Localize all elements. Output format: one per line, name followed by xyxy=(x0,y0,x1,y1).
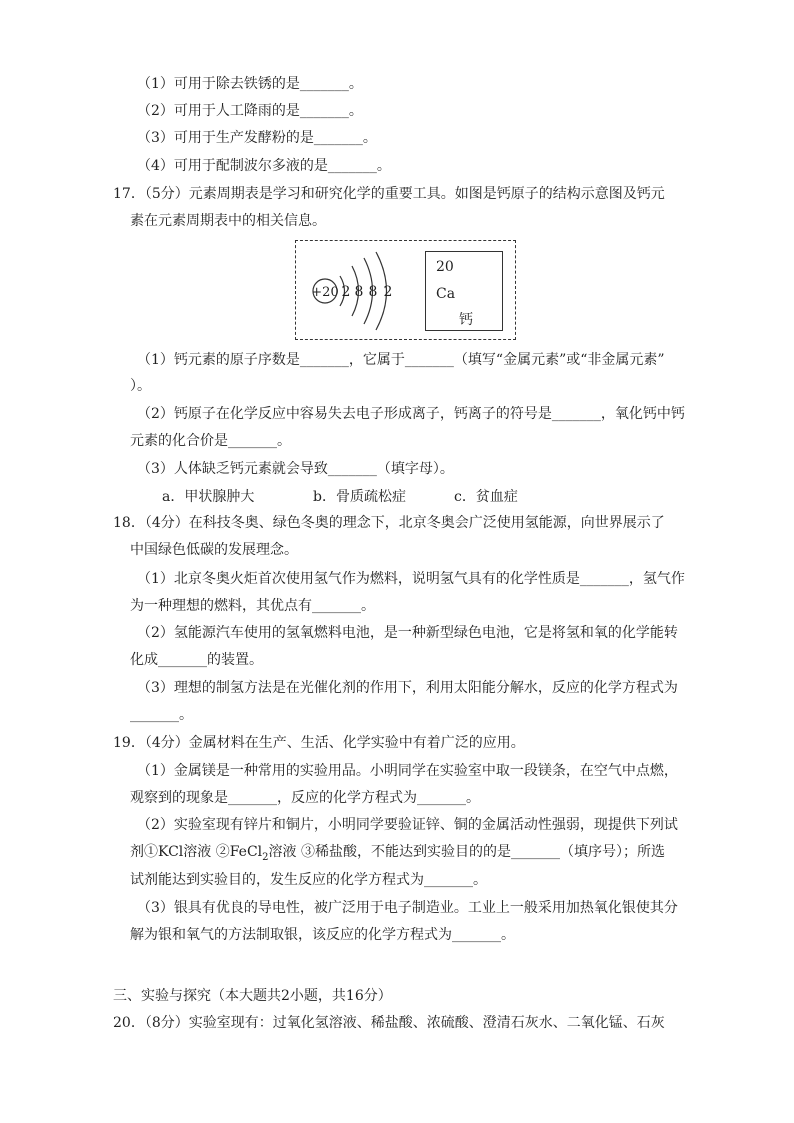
q19-part1: （1）金属镁是一种常用的实验用品。小明同学在实验室中取一段镁条，在空气中点燃， xyxy=(137,763,678,779)
q18-part3: （3）理想的制氢方法是在光催化剂的作用下，利用太阳能分解水，反应的化学方程式为 xyxy=(137,680,678,696)
atomic-number: 20 xyxy=(436,259,454,275)
section-title: 三、实验与探究（本大题共2小题，共16分） xyxy=(113,988,392,1004)
q19-part3-cont: 解为银和氧气的方法制取银，该反应的化学方程式为_______。 xyxy=(130,927,515,943)
q17-part1-cont: ）。 xyxy=(130,378,151,394)
element-name: 钙 xyxy=(459,312,473,328)
q18-part1-cont: 为一种理想的燃料，其优点有_______。 xyxy=(130,598,375,614)
q19-header: 19．（4分）金属材料在生产、生活、化学实验中有着广泛的应用。 xyxy=(113,735,525,751)
q20-header: 20．（8分）实验室现有：过氧化氢溶液、稀盐酸、浓硫酸、澄清石灰水、二氧化锰、石灰 xyxy=(113,1015,665,1031)
q17-part3: （3）人体缺乏钙元素就会导致_______（填字母）。 xyxy=(137,461,454,477)
q18-header: 18．（4分）在科技冬奥、绿色冬奥的理念下，北京冬奥会广泛使用氢能源，向世界展示了 xyxy=(113,515,665,531)
subscript-2: 2 xyxy=(262,851,269,863)
q19-part2-cont: 试剂能达到实验目的，发生反应的化学方程式为_______。 xyxy=(130,872,487,888)
q17-option-b: b．骨质疏松症 xyxy=(313,489,406,505)
q17-part2: （2）钙原子在化学反应中容易失去电子形成离子，钙离子的符号是_______，氧化钙中钙 xyxy=(137,406,685,422)
q16-sub3: （3）可用于生产发酵粉的是_______。 xyxy=(137,130,377,146)
q17-header: 17．（5分）元素周期表是学习和研究化学的重要工具。如图是钙原子的结构示意图及钙元 xyxy=(113,186,665,202)
q17-header-cont: 素在元素周期表中的相关信息。 xyxy=(130,213,326,229)
shell-electrons-1: 2 xyxy=(341,284,351,300)
q19-part2-reagents xyxy=(130,842,665,868)
q19-part1-cont: 观察到的现象是_______，反应的化学方程式为_______。 xyxy=(130,790,480,806)
element-symbol: Ca xyxy=(436,286,456,302)
shell-electrons-3: 8 xyxy=(368,284,378,300)
q19-part3: （3）银具有优良的导电性，被广泛用于电子制造业。工业上一般采用加热氧化银使其分 xyxy=(137,900,678,916)
calcium-atom-diagram xyxy=(300,248,410,334)
reagent-list-end: 溶液 ③稀盐酸，不能达到实验目的的是_______（填序号）；所选 xyxy=(268,844,665,860)
nucleus-charge: +20 xyxy=(311,285,339,300)
q18-part3-cont: _______。 xyxy=(130,707,193,723)
reagent-list-start: 剂①KCl溶液 ②FeCl xyxy=(130,844,263,860)
q19-part2: （2）实验室现有锌片和铜片，小明同学要验证锌、铜的金属活动性强弱，现提供下列试 xyxy=(137,817,678,833)
q17-part2-cont: 元素的化合价是_______。 xyxy=(130,433,291,449)
q16-sub4: （4）可用于配制波尔多液的是_______。 xyxy=(137,158,391,174)
periodic-table-cell xyxy=(425,251,503,331)
q18-header-cont: 中国绿色低碳的发展理念。 xyxy=(130,542,298,558)
q18-part2-cont: 化成_______的装置。 xyxy=(130,652,263,668)
q16-sub2: （2）可用于人工降雨的是_______。 xyxy=(137,103,363,119)
q17-part1: （1）钙元素的原子序数是_______，它属于_______（填写“金属元素”或“非金属元素” xyxy=(137,352,665,368)
q17-option-a: a．甲状腺肿大 xyxy=(162,489,255,505)
q18-part2: （2）氢能源汽车使用的氢氧燃料电池，是一种新型绿色电池，它是将氢和氧的化学能转 xyxy=(137,625,678,641)
shell-electrons-2: 8 xyxy=(354,284,364,300)
shell-electrons-4: 2 xyxy=(383,284,393,300)
q18-part1: （1）北京冬奥火炬首次使用氢气作为燃料，说明氢气具有的化学性质是_______，氢气作 xyxy=(137,571,685,587)
q17-option-c: c．贫血症 xyxy=(454,489,518,505)
q16-sub1: （1）可用于除去铁锈的是_______。 xyxy=(137,76,363,92)
